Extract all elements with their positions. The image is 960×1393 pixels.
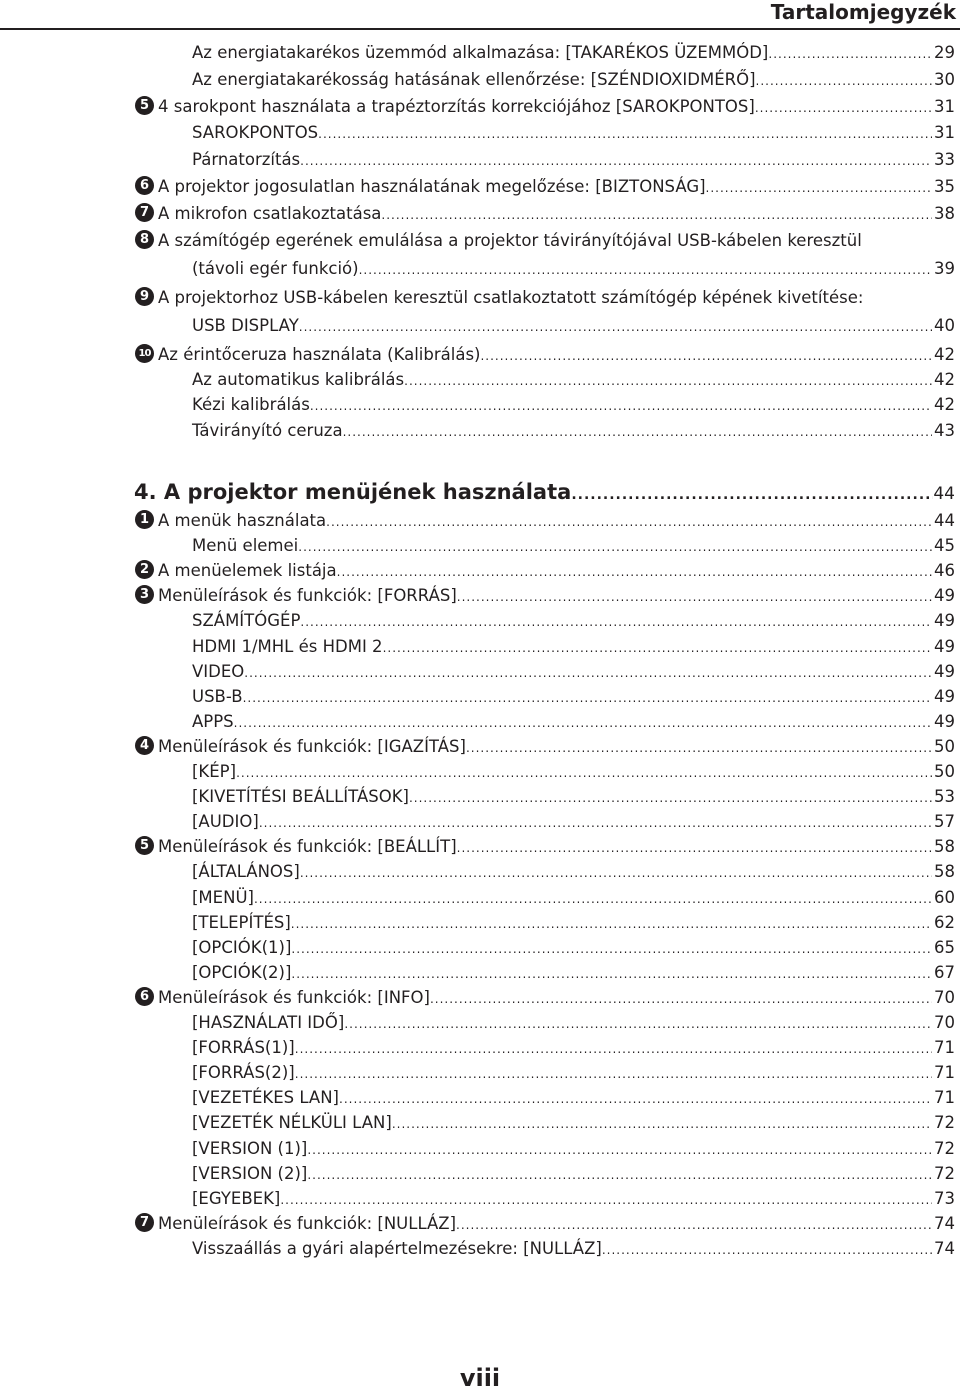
toc-entry[interactable]: [0, 935, 960, 960]
dot-leader: [755, 96, 932, 121]
toc-entry[interactable]: [0, 1035, 960, 1060]
dot-leader: [456, 1213, 932, 1238]
toc-entry-title: SZÁMÍTÓGÉP: [192, 611, 301, 631]
dot-leader: [344, 1012, 932, 1037]
toc-entry[interactable]: [0, 759, 960, 784]
dot-leader: [300, 861, 932, 886]
section-number-badge: 9: [135, 287, 154, 306]
toc-page-number: 53: [934, 787, 955, 807]
dot-leader: [310, 394, 932, 419]
toc-page-number: 74: [934, 1213, 955, 1233]
dot-leader: [359, 258, 932, 283]
toc-page-number: 57: [934, 812, 955, 832]
toc-page-number: 58: [934, 837, 955, 857]
toc-page-number: 65: [934, 937, 955, 957]
dot-leader: [409, 786, 932, 811]
toc-entry-title-continued: USB DISPLAY: [192, 316, 299, 336]
toc-entry[interactable]: [0, 418, 960, 443]
toc-entry-title: A menük használata: [158, 511, 327, 530]
toc-entry[interactable]: [0, 147, 960, 172]
toc-entry[interactable]: [0, 201, 960, 226]
toc-page-number: 49: [934, 586, 955, 606]
dot-leader: [299, 315, 932, 340]
dot-leader: [307, 1163, 932, 1188]
toc-page-number: 50: [934, 736, 955, 756]
toc-page-number: 30: [934, 69, 955, 89]
toc-entry[interactable]: [0, 342, 960, 367]
dot-leader: [259, 811, 932, 836]
toc-page-number: 39: [934, 259, 955, 279]
toc-entry[interactable]: [0, 392, 960, 417]
dot-leader: [383, 636, 932, 661]
toc-entry-title: 4 sarokpont használata a trapéztorzítás korrekciójához [SAROKPONTOS]: [158, 96, 755, 116]
toc-page-number: 44: [934, 511, 955, 530]
toc-page-number: 70: [934, 1013, 955, 1032]
toc-entry-title: Az automatikus kalibrálás: [192, 369, 405, 389]
dot-leader: [430, 987, 932, 1012]
toc-entry-title: A mikrofon csatlakoztatása: [158, 203, 382, 223]
toc-entry-title: [EGYEBEK]: [192, 1188, 281, 1208]
toc-entry-title: [MENÜ]: [192, 887, 254, 907]
toc-entry[interactable]: [0, 1085, 960, 1110]
dot-leader: [326, 510, 932, 535]
toc-page-number: 43: [934, 420, 955, 440]
toc-page-number: 60: [934, 887, 955, 907]
toc-page-number: 71: [934, 1088, 955, 1108]
toc-entry-title: [KIVETÍTÉSI BEÁLLÍTÁSOK]: [192, 787, 409, 807]
toc-entry[interactable]: [0, 558, 960, 583]
toc-entry-title: USB-B: [192, 686, 243, 706]
toc-page-number: 74: [934, 1238, 955, 1258]
section-number-badge: 10: [135, 344, 154, 363]
dot-leader: [254, 887, 932, 912]
toc-entry-title: [FORRÁS(1)]: [192, 1038, 295, 1058]
dot-leader: [300, 610, 932, 635]
toc-entry-title: A projektorhoz USB-kábelen keresztül csatlakoztatott számítógép képének kivetítése:: [158, 287, 864, 307]
toc-entry-title: [VEZETÉK NÉLKÜLI LAN]: [192, 1113, 392, 1133]
toc-entry[interactable]: [0, 608, 960, 633]
toc-page-number: 42: [934, 395, 955, 415]
toc-page-number: 73: [934, 1188, 955, 1208]
dot-leader: [295, 1062, 932, 1087]
dot-leader: [343, 420, 932, 445]
toc-page-number: 49: [934, 611, 955, 631]
section-number-badge: 6: [135, 987, 154, 1006]
dot-leader: [768, 42, 932, 67]
toc-entry[interactable]: [0, 1236, 960, 1261]
toc-page-number: 49: [934, 661, 955, 681]
toc-page-number: 62: [934, 912, 955, 932]
toc-entry-title: Menüleírások és funkciók: [INFO]: [158, 987, 430, 1007]
toc-page-number: 49: [934, 711, 955, 731]
toc-entry-title: [OPCIÓK(2)]: [192, 962, 292, 982]
toc-entry-title: [ÁLTALÁNOS]: [192, 862, 300, 882]
header-rule: [0, 28, 960, 30]
toc-page-number: 49: [934, 686, 955, 706]
toc-entry[interactable]: [0, 985, 960, 1010]
chapter-page-number: 44: [933, 484, 955, 504]
dot-leader: [307, 1138, 932, 1163]
page-header-title: Tartalomjegyzék: [770, 0, 956, 24]
toc-entry[interactable]: [0, 120, 960, 145]
dot-leader: [480, 344, 932, 369]
section-number-badge: 5: [135, 836, 154, 855]
toc-entry[interactable]: [0, 40, 960, 65]
section-number-badge: 1: [135, 510, 154, 529]
toc-entry[interactable]: [0, 634, 960, 659]
toc-entry[interactable]: [0, 94, 960, 119]
toc-entry-title: Az energiatakarékos üzemmód alkalmazása: [TAKARÉKOS ÜZEMMÓD]: [192, 43, 769, 62]
dot-leader: [337, 560, 932, 585]
toc-entry[interactable]: [0, 659, 960, 684]
section-number-badge: 2: [135, 560, 154, 579]
toc-entry-title: [KÉP]: [192, 762, 237, 781]
toc-entry-title-continued: (távoli egér funkció): [192, 259, 359, 279]
chapter-title: 4. A projektor menüjének használata: [134, 480, 572, 504]
dot-leader: [300, 149, 932, 174]
toc-entry-title: A számítógép egerének emulálása a projektor távirányítójával USB-kábelen keresztül: [158, 230, 862, 250]
section-number-badge: 7: [135, 1213, 154, 1232]
dot-leader: [236, 761, 932, 786]
chapter-heading[interactable]: [134, 477, 955, 507]
toc-entry-title: [OPCIÓK(1)]: [192, 937, 292, 957]
toc-page-number: 50: [934, 762, 955, 781]
dot-leader: [602, 1238, 932, 1263]
toc-page-number: 67: [934, 962, 955, 982]
toc-page-number: 49: [934, 636, 955, 656]
toc-entry[interactable]: [0, 1186, 960, 1211]
toc-entry-title: [VERSION (2)]: [192, 1163, 308, 1183]
toc-entry-title: [VEZETÉKES LAN]: [192, 1088, 339, 1108]
toc-page-number: 35: [934, 177, 955, 196]
dot-leader: [381, 203, 932, 228]
toc-page-number: 42: [934, 344, 955, 364]
section-number-badge: 5: [135, 96, 154, 115]
dot-leader: [756, 69, 932, 94]
toc-entry[interactable]: [0, 1060, 960, 1085]
dot-leader: [466, 736, 932, 761]
dot-leader: [571, 480, 933, 510]
dot-leader: [291, 937, 932, 962]
toc-entry[interactable]: [0, 885, 960, 910]
toc-entry-title: Menüleírások és funkciók: [IGAZÍTÁS]: [158, 736, 466, 756]
toc-page-number: 45: [934, 536, 955, 556]
dot-leader: [291, 912, 932, 937]
dot-leader: [298, 535, 932, 560]
toc-entry[interactable]: [0, 684, 960, 709]
toc-entry[interactable]: [0, 285, 960, 310]
dot-leader: [318, 122, 932, 147]
toc-entry-title: Az energiatakarékosság hatásának ellenőrzése: [SZÉNDIOXIDMÉRŐ]: [192, 69, 756, 89]
toc-entry[interactable]: [0, 784, 960, 809]
toc-entry[interactable]: [0, 508, 960, 533]
toc-page-number: 71: [934, 1038, 955, 1058]
section-number-badge: 6: [135, 176, 154, 195]
dot-leader: [404, 369, 932, 394]
dot-leader: [243, 686, 932, 711]
toc-entry-title: HDMI 1/MHL és HDMI 2: [192, 636, 383, 656]
toc-entry[interactable]: [0, 910, 960, 935]
dot-leader: [706, 176, 932, 201]
toc-page-number: 72: [934, 1113, 955, 1133]
toc-entry[interactable]: [0, 367, 960, 392]
toc-entry-title: VIDEO: [192, 661, 245, 681]
dot-leader: [392, 1112, 932, 1137]
toc-page-number: 33: [934, 150, 955, 170]
toc-entry[interactable]: [0, 809, 960, 834]
toc-entry-title: Menüleírások és funkciók: [NULLÁZ]: [158, 1213, 457, 1233]
toc-entry-title: Párnatorzítás: [192, 150, 301, 170]
toc-entry-title: APPS: [192, 711, 234, 731]
toc-entry-title: Kézi kalibrálás: [192, 395, 310, 415]
toc-entry[interactable]: [0, 67, 960, 92]
dot-leader: [280, 1188, 932, 1213]
toc-entry-title: A menüelemek listája: [158, 561, 337, 581]
dot-leader: [457, 585, 932, 610]
toc-entry[interactable]: [0, 1110, 960, 1135]
toc-page-number: 72: [934, 1163, 955, 1183]
toc-page-number: 40: [934, 316, 955, 336]
toc-entry-continuation[interactable]: [0, 256, 960, 281]
dot-leader: [244, 661, 932, 686]
dot-leader: [457, 836, 932, 861]
toc-entry-title: [HASZNÁLATI IDŐ]: [192, 1013, 345, 1032]
toc-entry[interactable]: [0, 1161, 960, 1186]
toc-entry-title: Az érintőceruza használata (Kalibrálás): [158, 344, 481, 364]
toc-page-number: 38: [934, 203, 955, 223]
toc-page-number: 31: [934, 123, 955, 143]
toc-entry[interactable]: [0, 583, 960, 608]
toc-entry-title: [AUDIO]: [192, 812, 259, 832]
toc-page-number: 29: [934, 43, 955, 62]
toc-entry-title: Távirányító ceruza: [192, 420, 343, 440]
dot-leader: [295, 1037, 932, 1062]
toc-entry[interactable]: [0, 1010, 960, 1035]
toc-entry[interactable]: [0, 709, 960, 734]
toc-entry-title: Visszaállás a gyári alapértelmezésekre: [NULLÁZ]: [192, 1238, 602, 1258]
toc-page-number: 46: [934, 561, 955, 581]
toc-entry[interactable]: [0, 1211, 960, 1236]
toc-entry-title: A projektor jogosulatlan használatának megelőzése: [BIZTONSÁG]: [158, 177, 706, 196]
toc-page-number: 72: [934, 1138, 955, 1158]
dot-leader: [234, 711, 932, 736]
toc-page-number: 58: [934, 862, 955, 882]
toc-entry[interactable]: [0, 174, 960, 199]
toc-page-number: 42: [934, 369, 955, 389]
toc-entry-title: Menüleírások és funkciók: [BEÁLLÍT]: [158, 837, 457, 857]
toc-entry[interactable]: [0, 734, 960, 759]
toc-entry[interactable]: [0, 834, 960, 859]
toc-entry-title: Menü elemei: [192, 536, 299, 556]
toc-entry-title: SAROKPONTOS: [192, 123, 319, 143]
toc-page-number: 31: [934, 96, 955, 116]
toc-entry-title: [TELEPÍTÉS]: [192, 912, 291, 932]
toc-entry[interactable]: [0, 960, 960, 985]
toc-entry[interactable]: [0, 228, 960, 253]
dot-leader: [291, 962, 932, 987]
toc-entry[interactable]: [0, 533, 960, 558]
toc-entry[interactable]: [0, 859, 960, 884]
section-number-badge: 3: [135, 585, 154, 604]
toc-entry-title: [FORRÁS(2)]: [192, 1063, 295, 1083]
toc-entry-title: Menüleírások és funkciók: [FORRÁS]: [158, 586, 457, 606]
page-number: viii: [459, 1364, 501, 1392]
toc-entry-title: [VERSION (1)]: [192, 1138, 308, 1158]
toc-page-number: 71: [934, 1063, 955, 1083]
toc-entry[interactable]: [0, 1136, 960, 1161]
section-number-badge: 4: [135, 736, 154, 755]
section-number-badge: 7: [135, 203, 154, 222]
section-number-badge: 8: [135, 230, 154, 249]
toc-page-number: 70: [934, 987, 955, 1007]
dot-leader: [339, 1087, 932, 1112]
toc-entry-continuation[interactable]: [0, 313, 960, 338]
